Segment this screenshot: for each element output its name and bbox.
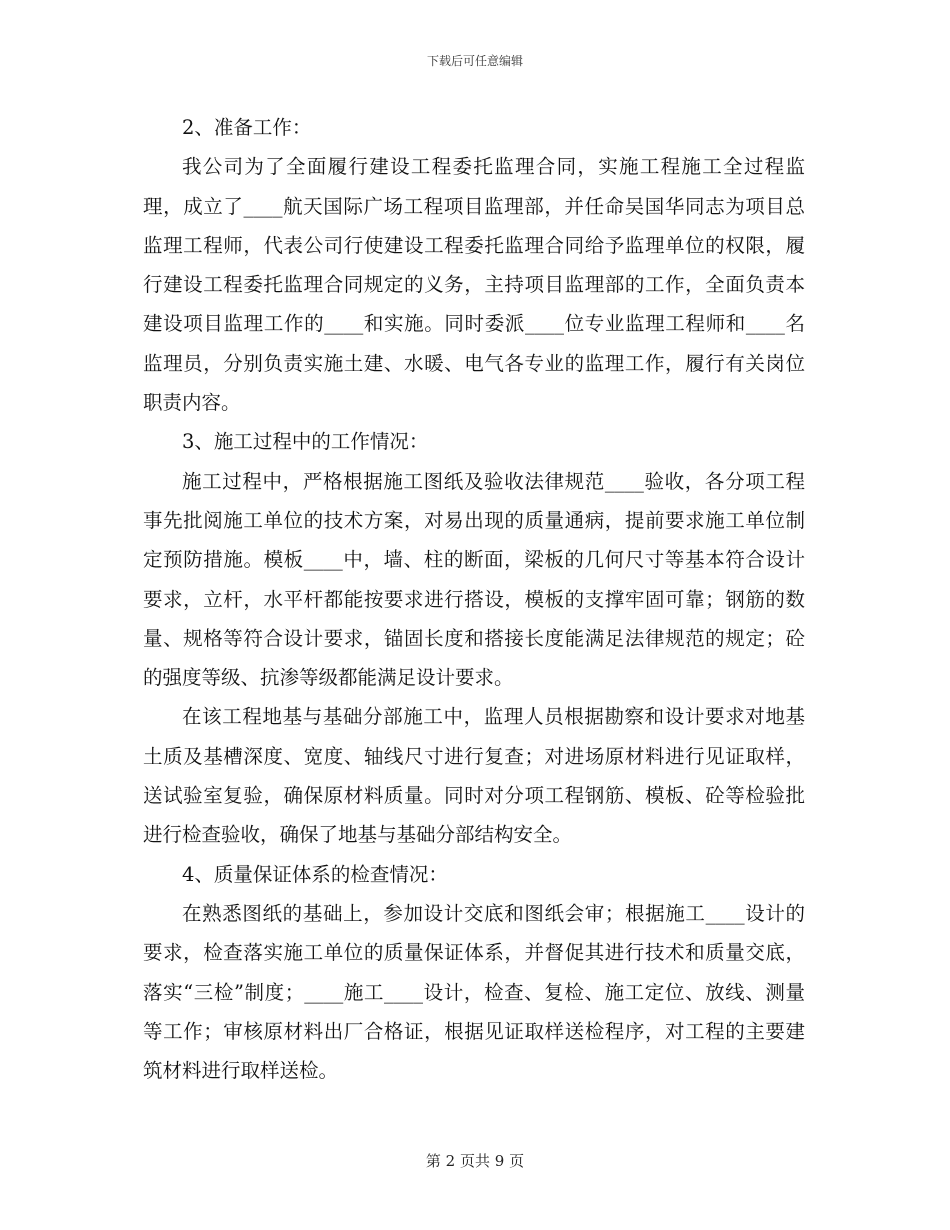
paragraph-preparation: 我公司为了全面履行建设工程委托监理合同，实施工程施工全过程监理，成立了____航天国际广场工程项目监理部，并任命吴国华同志为项目总监理工程师，代表公司行使建设工程委托监理合同给予监理单位的权限，履行建设工程委托监理合同规定的义务，主持项目监理部的工作，全面负责本建设项目监理工作的____和实施。同时委派____位专业监理工程师和____名监理员，分别负责实施土建、水暖、电气各专业的监理工作，履行有关岗位职责内容。: [143, 155, 805, 415]
paragraph-foundation: 在该工程地基与基础分部施工中，监理人员根据勘察和设计要求对地基土质及基槽深度、宽度、轴线尺寸进行复查；对进场原材料进行见证取样，送试验室复验，确保原材料质量。同时对分项工程钢筋、模板、砼等检验批进行检查验收，确保了地基与基础分部结构安全。: [143, 705, 805, 847]
section-heading-preparation: 2、准备工作：: [182, 116, 312, 139]
paragraph-construction-process: 施工过程中，严格根据施工图纸及验收法律规范____验收，各分项工程事先批阅施工单位的技术方案，对易出现的质量通病，提前要求施工单位制定预防措施。模板____中，墙、柱的断面，梁板的几何尺寸等基本符合设计要求，立杆，水平杆都能按要求进行搭设，模板的支撑牢固可靠；钢筋的数量、规格等符合设计要求，锚固长度和搭接长度能满足法律规范的规定；砼的强度等级、抗渗等级都能满足设计要求。: [143, 469, 805, 690]
section-heading-construction-process: 3、施工过程中的工作情况：: [182, 430, 429, 454]
document-body: [143, 108, 805, 1090]
section-heading-quality-system: 4、质量保证体系的检查情况：: [182, 862, 448, 886]
paragraph-quality-system: 在熟悉图纸的基础上，参加设计交底和图纸会审；根据施工____设计的要求，检查落实施工单位的质量保证体系，并督促其进行技术和质量交底，落实“三检”制度；____施工____设计，检查、复检、施工定位、放线、测量等工作；审核原材料出厂合格证，根据见证取样送检程序，对工程的主要建筑材料进行取样送检。: [143, 901, 805, 1083]
page-number: 第 2 页共 9 页: [425, 1152, 525, 1170]
page-header: 下载后可任意编辑: [426, 54, 523, 68]
